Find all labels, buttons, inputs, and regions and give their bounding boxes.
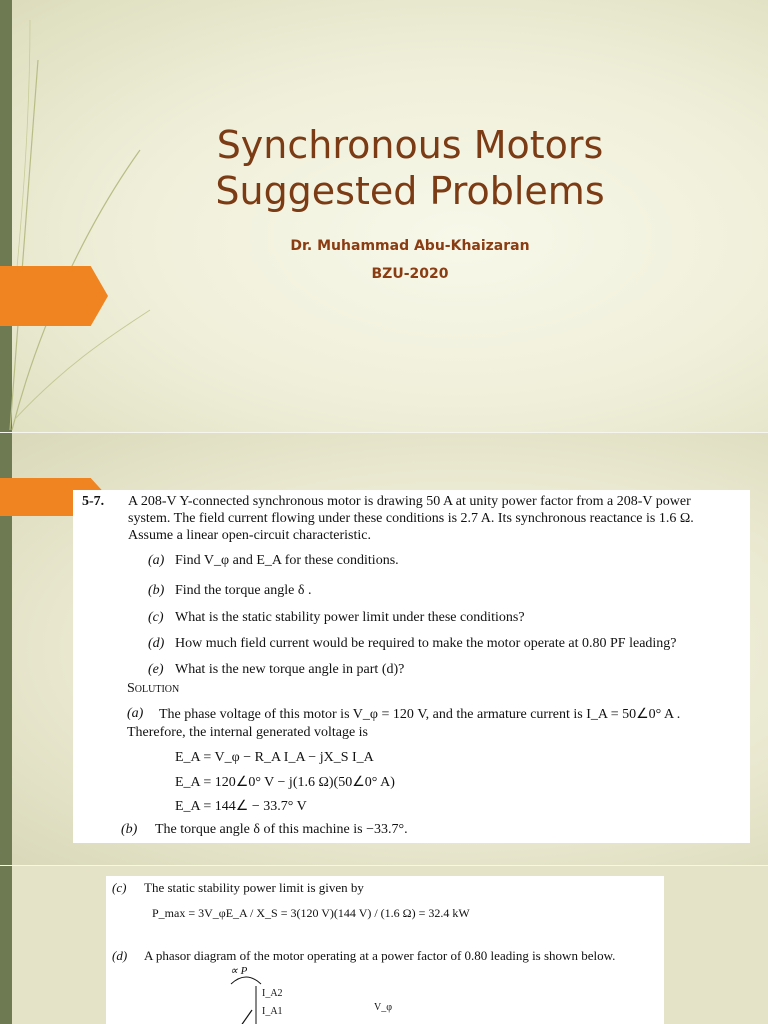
solution-a-label: (a) [127,706,144,721]
part-d-label: (d) [112,948,128,963]
part-e-text: What is the new torque angle in part (d)? [175,662,405,677]
part-d-label: (d) [148,636,165,651]
equation-1: E_A = V_φ − R_A I_A − jX_S I_A [175,750,374,765]
pmax-equation: P_max = 3V_φE_A / X_S = 3(120 V)(144 V) / (1.6 Ω) = 32.4 kW [152,906,470,920]
title-line-2: Suggested Problems [215,169,605,213]
problem-document [73,490,750,843]
part-a-label: (a) [148,553,165,568]
continuation-document [106,876,664,1024]
part-e-label: (e) [148,662,164,677]
continuation-slide [0,866,768,1024]
equation-3: E_A = 144∠ − 33.7° V [175,799,307,814]
solution-heading: Solution [127,681,180,696]
part-c-label: (c) [148,610,164,625]
orange-tab [0,266,108,326]
left-accent-bar [0,866,12,1024]
title-slide [0,0,768,432]
problem-slide [0,433,768,865]
solution-a-line-2: Therefore, the internal generated voltage is [127,725,368,740]
title-line-1: Synchronous Motors [216,123,604,167]
statement-line-2: system. The field current flowing under these conditions is 2.7 A. Its synchronous reactance is 1.6 Ω. [128,511,694,526]
solution-b-text: The torque angle δ of this machine is −33.7°. [155,822,408,837]
part-a-text: Find V_φ and E_A for these conditions. [175,553,399,568]
part-b-label: (b) [148,583,165,598]
solution-b-label: (b) [121,822,138,837]
part-d-text: How much field current would be required to make the motor operate at 0.80 PF leading? [175,636,677,651]
part-c-text: What is the static stability power limit under these conditions? [175,610,525,625]
label-proportional-p: ∝ P [230,965,248,977]
author: Dr. Muhammad Abu-Khaizaran [290,238,530,254]
decorative-curves [0,0,768,432]
equation-2: E_A = 120∠0° V − j(1.6 Ω)(50∠0° A) [175,775,395,790]
label-ia1: I_A1 [262,1006,283,1017]
page-title [160,122,660,214]
label-vphi: V_φ [374,1002,392,1013]
part-c-text: The static stability power limit is given by [144,880,364,895]
part-b-text: Find the torque angle δ . [175,583,312,598]
statement-line-1: A 208-V Y-connected synchronous motor is drawing 50 A at unity power factor from a 208-V power [128,494,691,509]
statement-line-3: Assume a linear open-circuit characteristic. [128,528,371,543]
solution-a-line-1: The phase voltage of this motor is V_φ = 120 V, and the armature current is I_A = 50∠0° A . [159,707,681,722]
affiliation: BZU-2020 [371,266,449,282]
phasor-diagram [106,966,664,1024]
part-c-label: (c) [112,880,127,895]
problem-number: 5-7. [82,494,105,509]
part-d-text: A phasor diagram of the motor operating at a power factor of 0.80 leading is shown below. [144,948,616,963]
label-ia2: I_A2 [262,988,283,999]
